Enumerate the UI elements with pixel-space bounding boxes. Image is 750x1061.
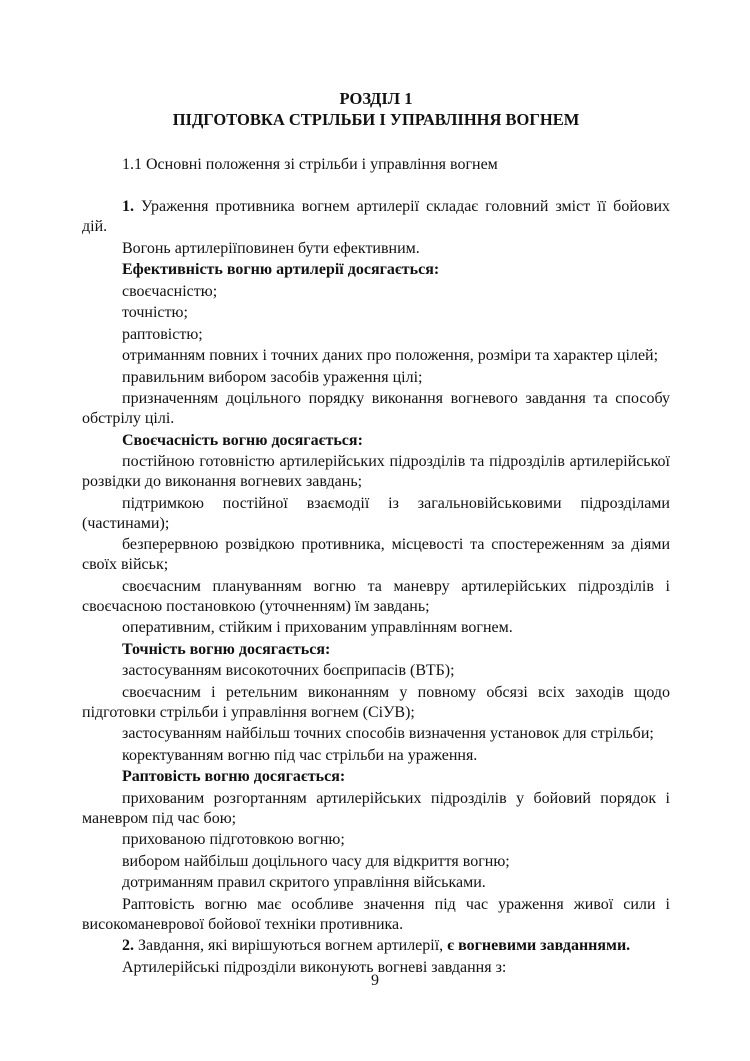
subsection-heading: 1.1 Основні положення зі стрільби і управління вогнем: [122, 156, 498, 173]
paragraph-text: своєчасним і ретельним виконанням у повному обсязі всіх заходів щодо підготовки стрільби і управління вогнем (СіУВ);: [82, 683, 670, 721]
paragraph-number: 1.: [122, 198, 134, 215]
paragraph: [82, 640, 670, 660]
paragraph: [82, 577, 670, 617]
paragraph: [82, 346, 670, 366]
paragraph-text: точністю;: [122, 304, 188, 321]
paragraph: [82, 260, 670, 280]
paragraph-text: Ураження противника вогнем артилерії складає головний зміст її бойових дій.: [82, 198, 670, 235]
paragraph-bold-heading: Ефективність вогню артилерії досягається:: [122, 261, 440, 278]
paragraph: [82, 452, 670, 492]
paragraph: [82, 936, 670, 956]
paragraph: [82, 767, 670, 787]
paragraph: [82, 852, 670, 872]
paragraph: [82, 661, 670, 681]
paragraph-text: Артилерійські підрозділи виконують вогневі завдання з:: [122, 958, 507, 976]
paragraph-text: правильним вибором засобів ураження цілі;: [122, 368, 423, 386]
paragraph: [82, 494, 670, 534]
paragraph: [82, 239, 670, 259]
paragraph: [82, 746, 670, 766]
paragraph: [82, 431, 670, 451]
paragraph: [82, 368, 670, 388]
chapter-number: РОЗДІЛ 1: [339, 89, 413, 108]
page-number: 9: [371, 972, 379, 989]
paragraph-text: своєчасним плануванням вогню та маневру артилерійських підрозділів і своєчасною постановкою (уточненням) їм завдань;: [82, 577, 670, 615]
paragraph: [82, 282, 670, 302]
paragraph-text: прихованим розгортанням артилерійських підрозділів у бойовий порядок і маневром під час бою;: [82, 789, 670, 827]
paragraph: [82, 789, 670, 829]
paragraph-bold-heading: Своєчасність вогню досягається:: [122, 431, 363, 449]
paragraph: [82, 895, 670, 935]
paragraph: [82, 683, 670, 723]
paragraph-text: Вогонь артилеріїповинен бути ефективним.: [122, 239, 420, 257]
paragraph: [82, 389, 670, 429]
paragraph: [82, 618, 670, 638]
paragraph-text: дотриманням правил скритого управління військами.: [122, 874, 486, 891]
paragraph-bold-heading: Точність вогню досягається:: [122, 640, 331, 658]
paragraph-text: отриманням повних і точних даних про положення, розміри та характер цілей;: [122, 347, 659, 364]
paragraph-number: 2.: [122, 937, 134, 954]
paragraph-text: підтримкою постійної взаємодії із загальновійськовими підрозділами (частинами);: [82, 494, 670, 532]
paragraph-text: своєчасністю;: [122, 282, 218, 300]
paragraph: [82, 325, 670, 345]
paragraph: [82, 873, 670, 893]
paragraph: [82, 197, 670, 237]
paragraph-text: коректуванням вогню під час стрільби на ураження.: [122, 746, 478, 764]
paragraph: [82, 830, 670, 850]
paragraph-bold-heading: Раптовість вогню досягається:: [122, 768, 346, 785]
paragraph-text: Завдання, які вирішуються вогнем артилерії,: [134, 937, 448, 954]
paragraph-text: застосуванням високоточних боєприпасів (ВТБ);: [122, 662, 455, 679]
body-text: [82, 197, 670, 978]
paragraph-bold-tail: є вогневими завданнями.: [447, 937, 631, 954]
chapter-name: ПІДГОТОВКА СТРІЛЬБИ І УПРАВЛІННЯ ВОГНЕМ: [172, 110, 580, 129]
paragraph-text: раптовістю;: [122, 325, 203, 343]
chapter-title: [82, 88, 670, 130]
paragraph-text: призначенням доцільного порядку виконання вогневого завдання та способу обстрілу цілі.: [82, 390, 670, 427]
paragraph-text: оперативним, стійким і прихованим управлінням вогнем.: [122, 619, 513, 636]
paragraph-text: прихованою підготовкою вогню;: [122, 831, 345, 848]
paragraph: [82, 724, 670, 744]
paragraph: [82, 535, 670, 575]
paragraph-text: Раптовість вогню має особливе значення під час ураження живої сили і високоманеврової бойової техніки противника.: [82, 895, 670, 933]
paragraph-text: вибором найбільш доцільного часу для відкриття вогню;: [122, 852, 510, 870]
paragraph-text: постійною готовністю артилерійських підрозділів та підрозділів артилерійської розвідки до виконання вогневих завдань;: [82, 453, 670, 490]
paragraph: [82, 303, 670, 323]
paragraph-text: застосуванням найбільш точних способів визначення установок для стрільби;: [122, 725, 654, 742]
paragraph-text: безперервною розвідкою противника, місцевості та спостереженням за діями своїх військ;: [82, 536, 670, 573]
